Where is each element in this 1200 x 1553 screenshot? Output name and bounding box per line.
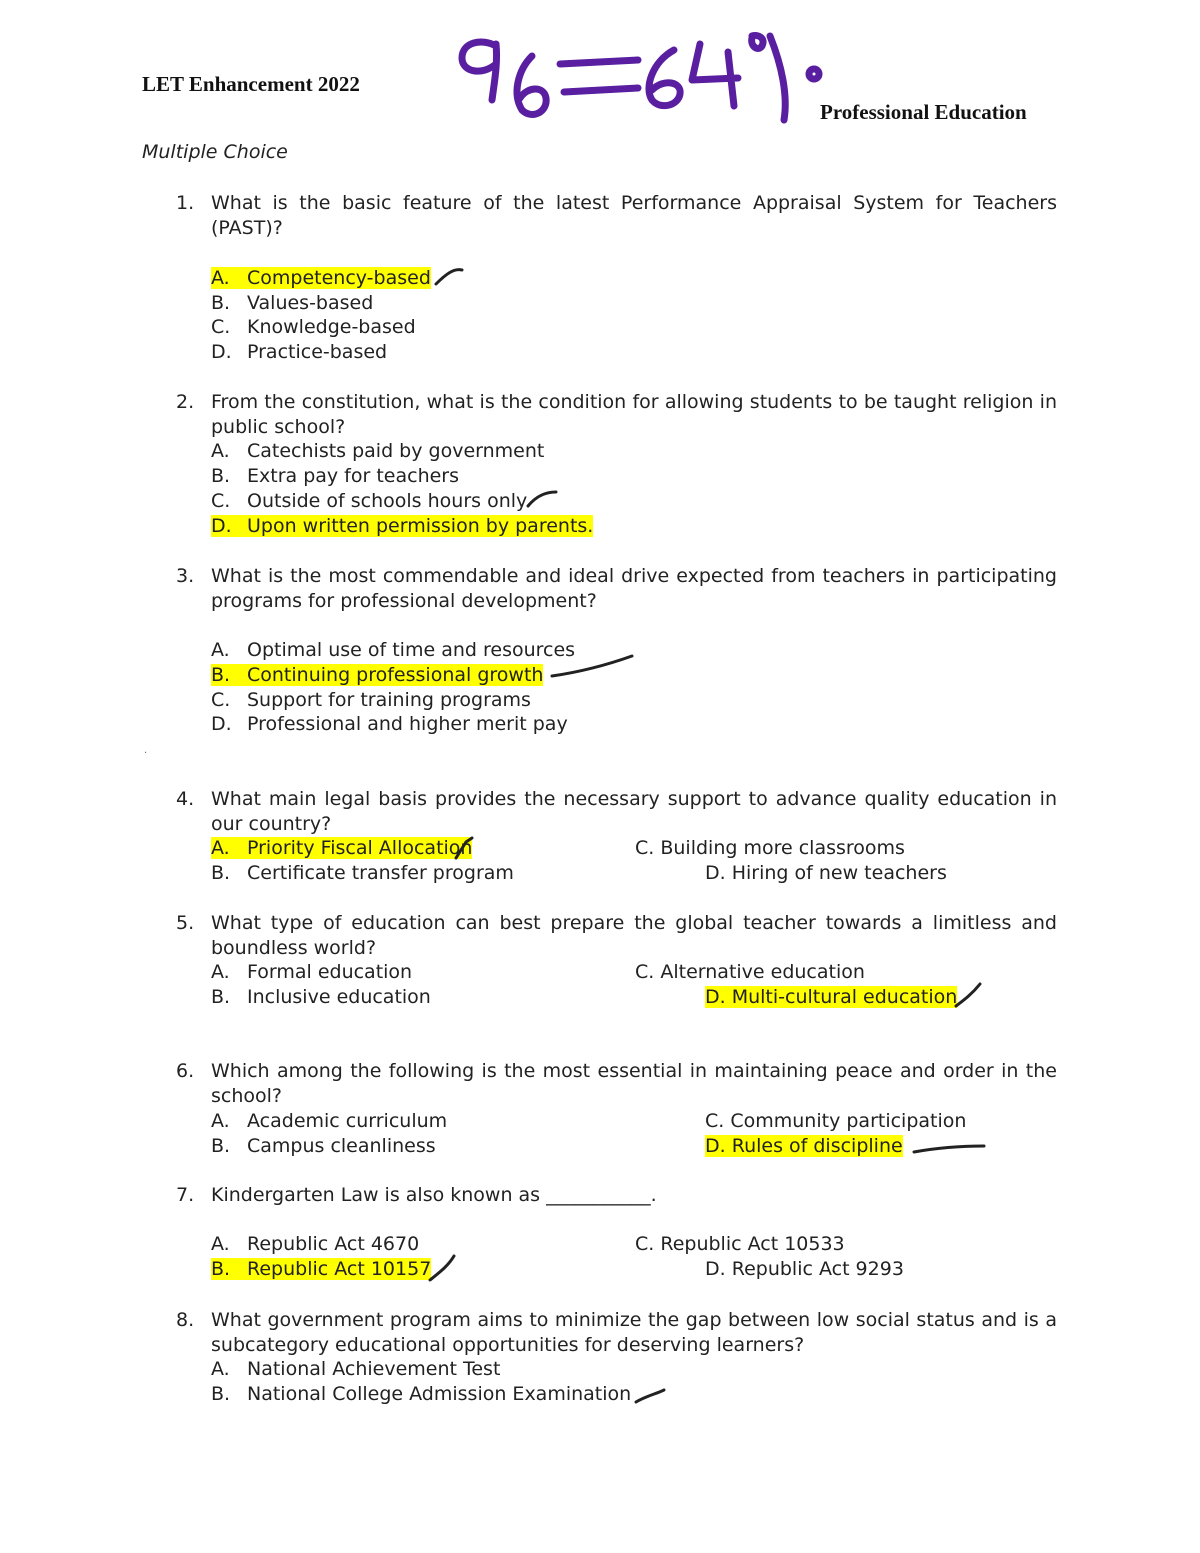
option-text: Optimal use of time and resources (247, 639, 576, 661)
checkmark-icon (528, 492, 556, 506)
option-letter: A. (211, 639, 230, 661)
option-text: Upon written permission by parents. (247, 515, 594, 537)
option-letter: A. (211, 440, 230, 462)
answer-option (211, 340, 387, 365)
handwritten-score (452, 16, 832, 132)
option-letter: C. (211, 689, 231, 711)
option-letter: D. (211, 515, 232, 537)
answer-option (211, 960, 412, 985)
question-text: What is the most commendable and ideal drive expected from teachers in participating programs for professional development? (211, 565, 1057, 612)
question-text: What main legal basis provides the necessary support to advance quality education in our country? (211, 788, 1057, 835)
answer-option (211, 1357, 500, 1382)
answer-option (211, 663, 543, 688)
answer-option (211, 489, 527, 514)
answer-option (635, 960, 865, 985)
option-letter: D. (705, 862, 726, 884)
option-letter: C. (635, 961, 655, 983)
option-text: Extra pay for teachers (247, 465, 460, 487)
option-letter: B. (211, 1258, 231, 1280)
answer-option (211, 638, 575, 663)
question-number: 5. (176, 912, 195, 934)
question-text: From the constitution, what is the condition for allowing students to be taught religion in public school? (211, 391, 1057, 438)
question-number: 2. (176, 391, 195, 413)
option-text: Continuing professional growth (247, 664, 544, 686)
answer-option (211, 514, 593, 539)
checkmark-icon (436, 270, 462, 284)
option-text: Building more classrooms (660, 837, 905, 859)
option-letter: A. (211, 837, 230, 859)
option-text: Hiring of new teachers (731, 862, 947, 884)
header-left-title: LET Enhancement 2022 (142, 72, 360, 96)
option-letter: C. (211, 490, 231, 512)
checkmark-icon (430, 1256, 454, 1280)
option-text: Academic curriculum (247, 1110, 448, 1132)
checkmark-icon (914, 1146, 984, 1152)
option-text: Republic Act 10157 (247, 1258, 432, 1280)
option-text: Competency-based (247, 267, 431, 289)
question-text: What government program aims to minimize the gap between low social status and is a subcategory educational opportunities for deserving learners? (211, 1309, 1057, 1356)
option-letter: B. (211, 465, 231, 487)
option-text: Formal education (247, 961, 413, 983)
option-letter: C. (635, 837, 655, 859)
option-text: Outside of schools hours only (247, 490, 528, 512)
answer-option (211, 688, 531, 713)
option-text: National Achievement Test (247, 1358, 501, 1380)
answer-option (211, 1134, 436, 1159)
option-letter: B. (211, 664, 231, 686)
question-text: Kindergarten Law is also known as ___________. (211, 1184, 657, 1206)
option-text: National College Admission Examination (247, 1383, 632, 1405)
answer-option (705, 1257, 904, 1282)
option-text: Values-based (247, 292, 374, 314)
question-number: 8. (176, 1309, 195, 1331)
option-letter: B. (211, 1135, 231, 1157)
answer-option (211, 1232, 419, 1257)
option-text: Republic Act 10533 (660, 1233, 845, 1255)
option-letter: A. (211, 1233, 230, 1255)
option-letter: B. (211, 292, 231, 314)
option-text: Republic Act 4670 (247, 1233, 420, 1255)
answer-option (211, 836, 472, 861)
answer-option (211, 266, 431, 291)
option-text: Campus cleanliness (247, 1135, 436, 1157)
option-letter: C. (705, 1110, 725, 1132)
option-text: Support for training programs (247, 689, 531, 711)
section-label: Multiple Choice (142, 141, 288, 163)
option-text: Professional and higher merit pay (247, 713, 568, 735)
answer-option (211, 712, 568, 737)
option-text: Knowledge-based (247, 316, 416, 338)
option-letter: D. (211, 713, 232, 735)
option-text: Republic Act 9293 (731, 1258, 904, 1280)
option-text: Practice-based (247, 341, 388, 363)
answer-option (211, 439, 544, 464)
question-number: 7. (176, 1184, 195, 1206)
option-letter: C. (635, 1233, 655, 1255)
question-text: What is the basic feature of the latest Performance Appraisal System for Teachers (PAST)? (211, 192, 1057, 239)
answer-option (211, 861, 514, 886)
option-letter: D. (211, 341, 232, 363)
answer-option (705, 1134, 903, 1159)
checkmark-icon (636, 1390, 664, 1402)
option-text: Certificate transfer program (247, 862, 514, 884)
option-letter: B. (211, 986, 231, 1008)
option-letter: D. (705, 1135, 726, 1157)
question-number: 3. (176, 565, 195, 587)
answer-option (211, 985, 431, 1010)
answer-option (211, 1257, 431, 1282)
option-text: Multi-cultural education (731, 986, 958, 1008)
answer-option (635, 836, 905, 861)
answer-option (705, 1109, 966, 1134)
question-text: Which among the following is the most essential in maintaining peace and order in the school? (211, 1060, 1057, 1107)
option-text: Catechists paid by government (247, 440, 545, 462)
question-number: 4. (176, 788, 195, 810)
question-number: 6. (176, 1060, 195, 1082)
option-letter: D. (705, 1258, 726, 1280)
option-letter: A. (211, 267, 230, 289)
question-text: What type of education can best prepare the global teacher towards a limitless and boundless world? (211, 912, 1057, 959)
header-right-title: Professional Education (820, 100, 1027, 124)
answer-option (211, 1382, 631, 1407)
answer-option (705, 861, 947, 886)
answer-option (211, 315, 416, 340)
stray-mark: . (144, 745, 148, 756)
option-text: Alternative education (660, 961, 865, 983)
question-number: 1. (176, 192, 195, 214)
option-letter: C. (211, 316, 231, 338)
option-letter: B. (211, 862, 231, 884)
option-text: Community participation (730, 1110, 967, 1132)
answer-option (705, 985, 957, 1010)
answer-option (211, 464, 459, 489)
answer-option (211, 291, 373, 316)
answer-option (211, 1109, 447, 1134)
option-letter: B. (211, 1383, 231, 1405)
option-text: Inclusive education (247, 986, 431, 1008)
checkmark-icon (956, 984, 980, 1006)
option-letter: A. (211, 961, 230, 983)
answer-option (635, 1232, 845, 1257)
option-letter: D. (705, 986, 726, 1008)
option-text: Rules of discipline (731, 1135, 903, 1157)
option-letter: A. (211, 1110, 230, 1132)
option-text: Priority Fiscal Allocation (247, 837, 473, 859)
option-letter: A. (211, 1358, 230, 1380)
